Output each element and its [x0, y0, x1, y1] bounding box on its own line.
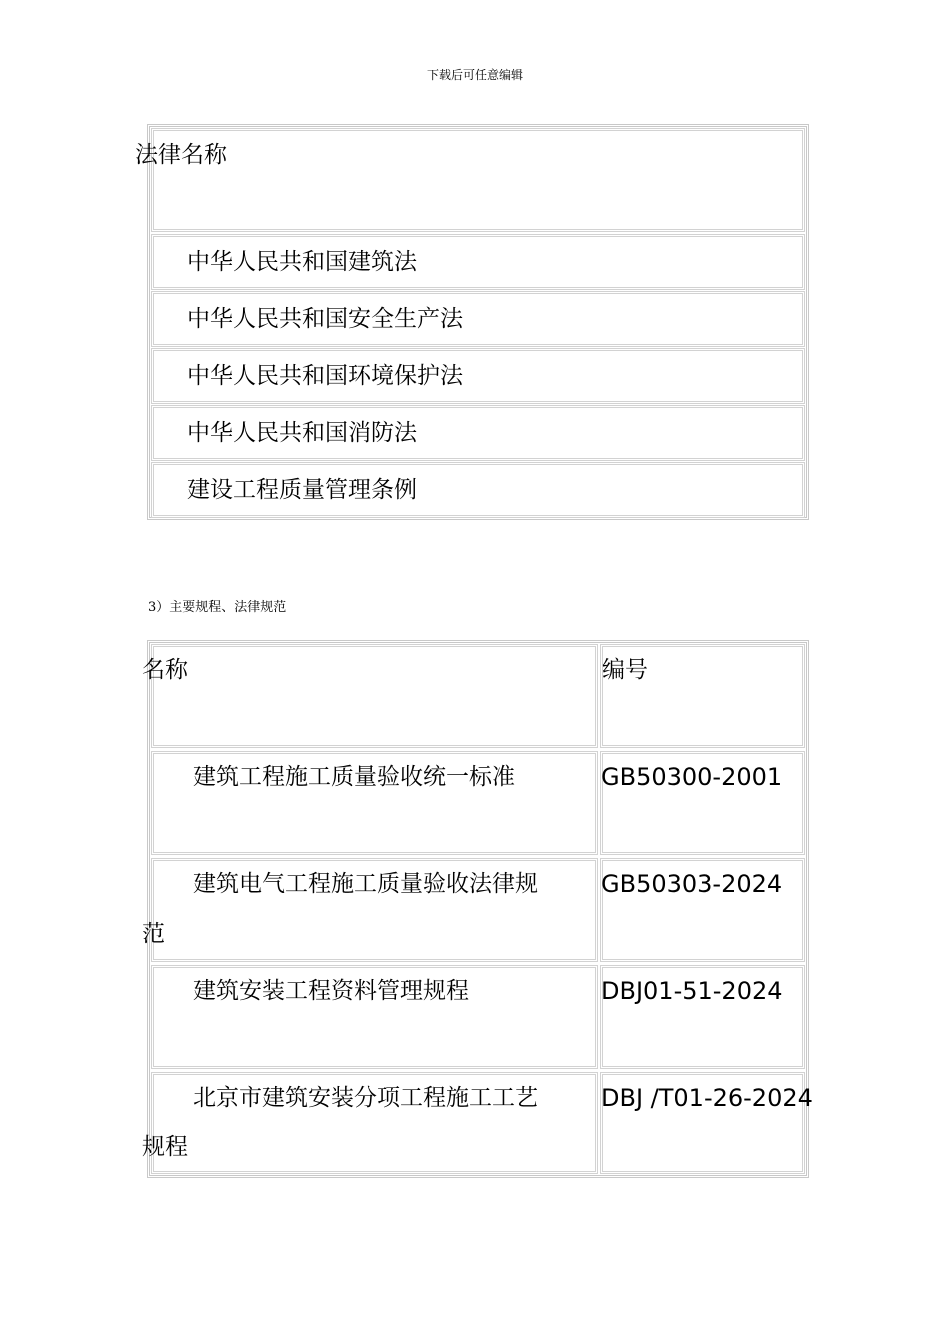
laws-header-cell	[151, 128, 805, 232]
standard-name-line1: 建筑工程施工质量验收统一标准	[193, 764, 515, 790]
law-name: 中华人民共和国环境保护法	[187, 363, 463, 389]
standard-name-line2: 范	[142, 921, 165, 947]
law-name: 中华人民共和国安全生产法	[187, 306, 463, 332]
standard-code: GB50300-2001	[601, 763, 783, 791]
law-name: 建设工程质量管理条例	[187, 477, 417, 503]
standards-header-code: 编号	[602, 657, 648, 683]
standard-name-line2: 规程	[142, 1134, 188, 1160]
standards-header-name-cell	[151, 644, 598, 748]
standards-header-name: 名称	[142, 657, 188, 683]
standard-name-line1: 建筑电气工程施工质量验收法律规	[193, 871, 538, 897]
page-header-note: 下载后可任意编辑	[426, 68, 523, 82]
standard-code: DBJ /T01-26-2024	[601, 1084, 813, 1112]
standard-code: DBJ01-51-2024	[601, 977, 783, 1005]
laws-table-header: 法律名称	[135, 142, 227, 168]
standard-code: GB50303-2024	[601, 870, 783, 898]
standard-name-line1: 北京市建筑安装分项工程施工工艺	[193, 1085, 538, 1111]
section-caption: 3）主要规程、法律规范	[148, 600, 287, 615]
law-name: 中华人民共和国建筑法	[187, 249, 417, 275]
law-name: 中华人民共和国消防法	[187, 420, 417, 446]
standard-name-line1: 建筑安装工程资料管理规程	[193, 978, 469, 1004]
